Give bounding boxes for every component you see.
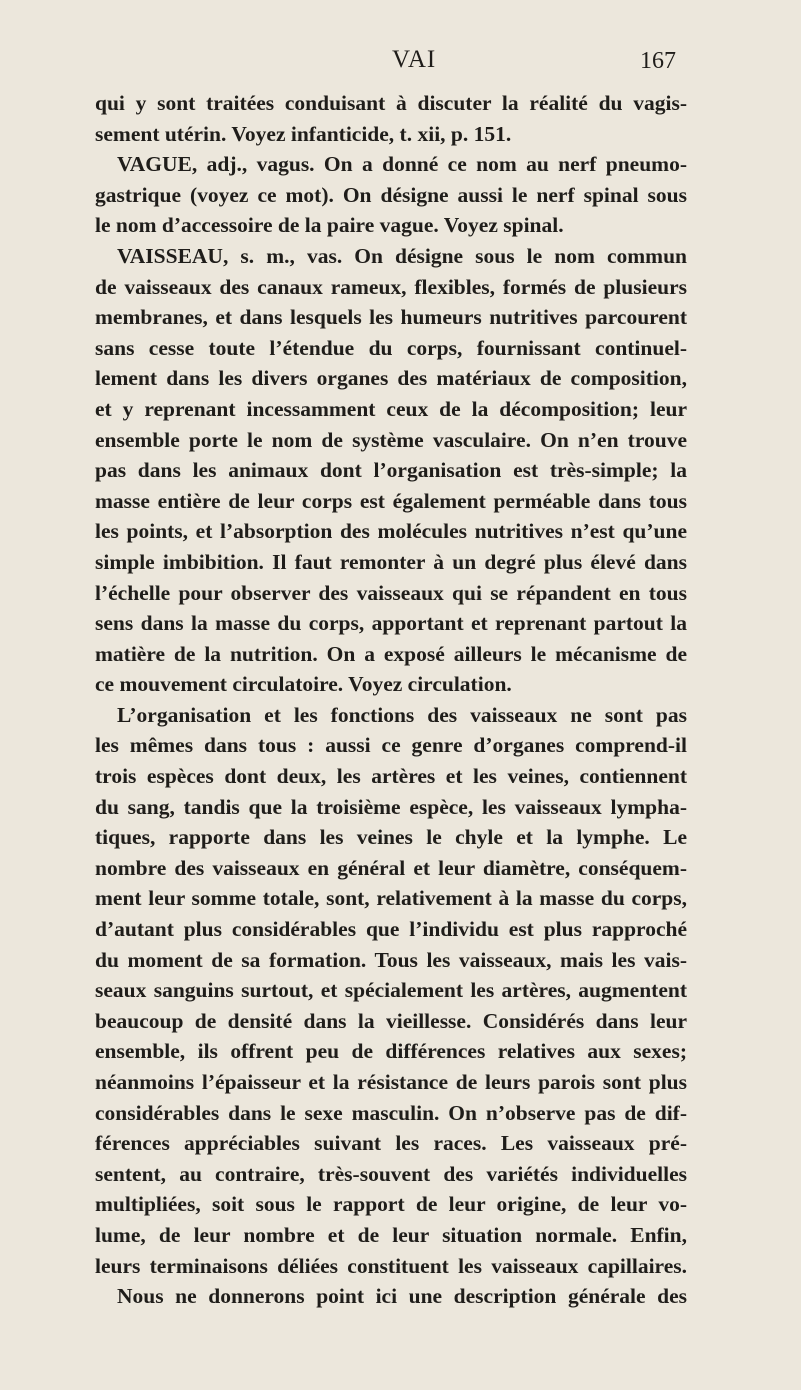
text-line: seaux sanguins surtout, et spécialement les artères, augmentent bbox=[95, 978, 687, 1003]
text-line: trois espèces dont deux, les artères et les veines, contiennent bbox=[95, 764, 687, 789]
text-line: sens dans la masse du corps, apportant et reprenant partout la bbox=[95, 611, 687, 636]
running-head-title: VAI bbox=[392, 46, 437, 73]
text-line: considérables dans le sexe masculin. On n’observe pas de dif- bbox=[95, 1100, 687, 1125]
text-line: membranes, et dans lesquels les humeurs nutritives parcourent bbox=[95, 305, 687, 330]
text-line: ment leur somme totale, sont, relativement à la masse du corps, bbox=[95, 886, 687, 911]
text-line: sement utérin. Voyez infanticide, t. xii, p. 151. bbox=[95, 121, 512, 146]
text-line: gastrique (voyez ce mot). On désigne aussi le nerf spinal sous bbox=[95, 182, 687, 207]
text-line: leurs terminaisons déliées constituent les vaisseaux capillaires. bbox=[95, 1253, 687, 1278]
text-line: masse entière de leur corps est également perméable dans tous bbox=[95, 488, 687, 513]
text-line: lume, de leur nombre et de leur situation normale. Enfin, bbox=[95, 1222, 687, 1247]
text-line: d’autant plus considérables que l’individu est plus rapproché bbox=[95, 917, 687, 942]
text-line: les points, et l’absorption des molécules nutritives n’est qu’une bbox=[95, 519, 687, 544]
text-line: du moment de sa formation. Tous les vaisseaux, mais les vais- bbox=[95, 947, 687, 972]
text-line: du sang, tandis que la troisième espèce, les vaisseaux lympha- bbox=[95, 794, 687, 819]
text-line: sans cesse toute l’étendue du corps, fournissant continuel- bbox=[95, 335, 687, 360]
text-line: ensemble, ils offrent peu de différences relatives aux sexes; bbox=[95, 1039, 687, 1064]
text-line: matière de la nutrition. On a exposé ailleurs le mécanisme de bbox=[95, 641, 687, 666]
text-line: simple imbibition. Il faut remonter à un degré plus élevé dans bbox=[95, 549, 687, 574]
text-line: néanmoins l’épaisseur et la résistance de leurs parois sont plus bbox=[95, 1070, 687, 1094]
dictionary-text bbox=[95, 88, 687, 1312]
text-line: tiques, rapporte dans les veines le chyle et la lymphe. Le bbox=[95, 825, 687, 850]
entry-vague-line: VAGUE, adj., vagus. On a donné ce nom au nerf pneumo- bbox=[117, 152, 687, 177]
text-line: le nom d’accessoire de la paire vague. Voyez spinal. bbox=[95, 213, 564, 238]
running-head bbox=[0, 46, 801, 86]
paragraph-start-line: L’organisation et les fonctions des vaisseaux ne sont pas bbox=[117, 702, 687, 727]
text-line: de vaisseaux des canaux rameux, flexibles, formés de plusieurs bbox=[95, 274, 687, 299]
page-number: 167 bbox=[640, 48, 676, 74]
text-line: multipliées, soit sous le rapport de leur origine, de leur vo- bbox=[95, 1192, 687, 1217]
text-line: beaucoup de densité dans la vieillesse. Considérés dans leur bbox=[95, 1008, 687, 1033]
text-line: Nous ne donnerons point ici une description générale des bbox=[117, 1284, 687, 1309]
text-line: qui y sont traitées conduisant à discuter la réalité du vagis- bbox=[95, 91, 687, 115]
text-line: l’échelle pour observer des vaisseaux qui se répandent en tous bbox=[95, 580, 687, 605]
text-line: pas dans les animaux dont l’organisation est très-simple; la bbox=[95, 458, 687, 483]
text-line: et y reprenant incessamment ceux de la décomposition; leur bbox=[95, 396, 687, 421]
entry-vaisseau-line: VAISSEAU, s. m., vas. On désigne sous le nom commun bbox=[117, 243, 687, 268]
text-line: les mêmes dans tous : aussi ce genre d’organes comprend-il bbox=[95, 733, 687, 758]
text-line: sentent, au contraire, très-souvent des variétés individuelles bbox=[95, 1161, 687, 1186]
text-line: nombre des vaisseaux en général et leur diamètre, conséquem- bbox=[95, 855, 687, 880]
text-line: ensemble porte le nom de système vasculaire. On n’en trouve bbox=[95, 427, 687, 452]
text-line: lement dans les divers organes des matériaux de composition, bbox=[95, 366, 687, 391]
text-line: férences appréciables suivant les races. Les vaisseaux pré- bbox=[95, 1131, 687, 1156]
text-line: ce mouvement circulatoire. Voyez circulation. bbox=[95, 672, 512, 697]
